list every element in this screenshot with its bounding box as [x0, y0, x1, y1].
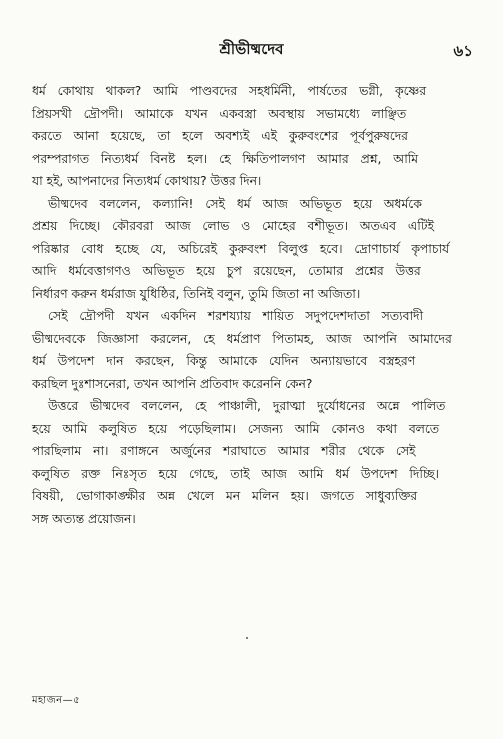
text-line: পারছিলাম না। রণাঙ্গনে অর্জুনের শরাঘাতে আমার শরীর থেকে সেই: [32, 444, 416, 458]
text-line: পরিষ্কার বোধ হচ্ছে যে, অচিরেই কুরুবংশ বিলুপ্ত হবে। দ্রোণাচার্য কৃপাচার্য: [32, 241, 450, 256]
text-line: সঙ্গ অত্যন্ত প্রয়োজন।: [32, 511, 136, 526]
text-line: হয়ে আমি কলুষিত হয়ে পড়েছিলাম। সেজন্য আমি কোনও কথা বলতে: [32, 421, 440, 436]
text-line: প্রশ্রয় দিচ্ছে। কৌরবরা আজ লোভ ও মোহের বশীভূত। অতএব এটিই: [32, 219, 434, 233]
text-line: করছিল দুঃশাসনেরা, তখন আপনি প্রতিবাদ করেননি কেন?: [32, 376, 313, 391]
text-line: ভীষ্মদেবকে জিজ্ঞাসা করলেন, হে ধর্মপ্রাণ পিতামহ, আজ আপনি আমাদের: [32, 331, 452, 346]
text-line: প্রিয়সখী দ্রৌপদী। আমাকে যখন একবস্ত্রা অবস্থায় সভামধ্যে লাঞ্ছিত: [32, 106, 407, 121]
text-line: পরম্পরাগত নিত্যধর্ম বিনষ্ট হল। হে ক্ষিতিপালগণ আমার প্রশ্ন, আমি: [32, 151, 418, 166]
text-line: উত্তরে ভীষ্মদেব বললেন, হে পাঞ্চালী, দুরাত্মা দুর্যোধনের অন্নে পালিত: [48, 399, 446, 413]
footer-signature: মহাজন—৫: [32, 695, 81, 706]
text-line: যা হই, আপনাদের নিত্যধর্ম কোথায়? উত্তর দিন।: [32, 174, 262, 188]
text-line: নির্ধারণ করুন ধর্মরাজ যুধিষ্ঠির, তিনিই বলুন, তুমি জিতা না অজিতা।: [32, 286, 361, 301]
text-line: বিষয়ী, ভোগাকাঙ্ক্ষীর অন্ন খেলে মন মলিন হয়। জগতে সাধুব্যক্তির: [32, 489, 418, 503]
body-text: [32, 80, 478, 530]
text-line: আদি ধর্মবেত্তাগণও অভিভূত হয়ে চুপ রয়েছেন, তোমার প্রশ্নের উত্তর: [32, 264, 421, 278]
text-line: ভীষ্মদেব বললেন, কল্যানি! সেই ধর্ম আজ অভিভূত হয়ে অধর্মকে: [48, 196, 422, 211]
text-line: ধর্ম কোথায় থাকল? আমি পাণ্ডবদের সহধর্মিনী, পার্ষতের ভগ্নী, কৃষ্ণের: [32, 84, 426, 98]
running-head-title: শ্রীভীষ্মদেব: [219, 40, 284, 58]
print-speck: [246, 637, 248, 639]
text-line: কলুষিত রক্ত নিঃসৃত হয়ে গেছে, তাই আজ আমি ধর্ম উপদেশ দিচ্ছি।: [32, 466, 439, 481]
text-line: সেই দ্রৌপদী যখন একদিন শরশয্যায় শায়িত সদুপদেশদাতা সত্যবাদী: [48, 309, 423, 323]
text-line: করতে আনা হয়েছে, তা হলে অবশ্যই এই কুরুবংশের পূর্বপুরুষদের: [32, 129, 408, 143]
page-number: ৬১: [453, 42, 473, 60]
text-line: ধর্ম উপদেশ দান করছেন, কিন্তু আমাকে যেদিন অন্যায়ভাবে বস্ত্রহরণ: [32, 354, 416, 368]
